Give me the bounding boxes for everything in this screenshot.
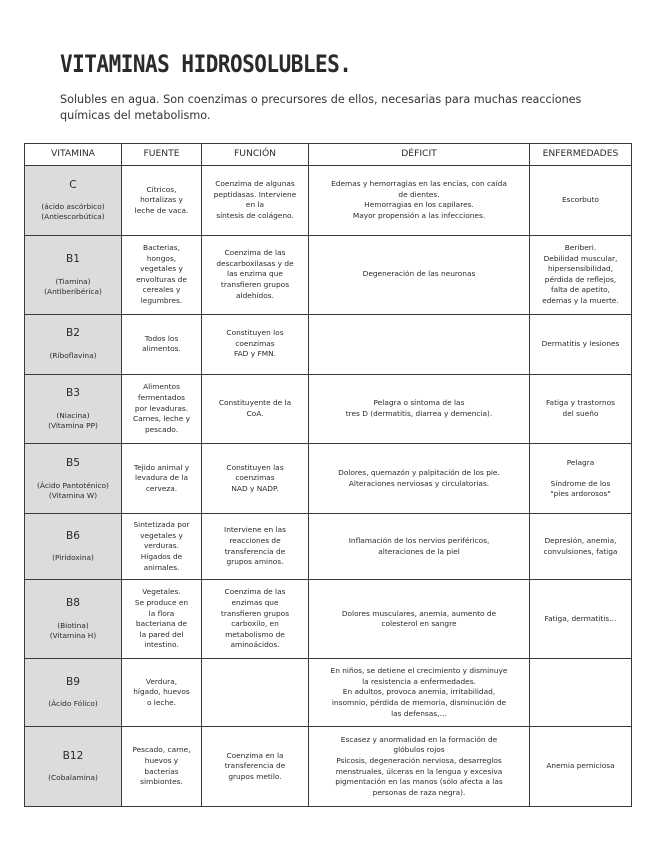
fuente-cell: Alimentos fermentados por levaduras. Carnes, leche y pescado. — [122, 374, 202, 444]
vitamin-alias: (Tiamina) (Antiberibérica) — [44, 276, 102, 296]
funcion-cell: Constituyen los coenzimas FAD y FMN. — [202, 314, 309, 374]
vitamin-name: B1 — [65, 252, 80, 265]
vitamin-cell — [25, 514, 122, 580]
enfermedades-cell: Pelagra Síndrome de los "pies ardorosos" — [530, 444, 632, 514]
header-deficit: DÉFICIT — [309, 144, 530, 166]
page-title: VITAMINAS HIDROSOLUBLES. — [60, 50, 352, 78]
vitamin-cell — [25, 727, 122, 807]
table-row — [25, 580, 632, 659]
vitamin-cell — [25, 235, 122, 314]
funcion-cell: Coenzima de las enzimas que transfieren grupos carboxilo, en metabolismo de aminoácidos. — [202, 580, 309, 659]
fuente-cell: Tejido animal y levadura de la cerveza. — [122, 444, 202, 514]
enfermedades-cell: Anemia perniciosa — [530, 727, 632, 807]
funcion-cell: Constituyente de la CoA. — [202, 374, 309, 444]
vitamin-name: B8 — [65, 597, 80, 610]
table-row — [25, 514, 632, 580]
vitamin-alias: (Piridoxina) — [52, 553, 94, 563]
deficit-cell: Dolores, quemazón y palpitación de los pie. Alteraciones nerviosas y circulatorias. — [309, 444, 530, 514]
vitamin-alias: (Ácido Pantoténico) (Vitamina W) — [37, 480, 109, 500]
vitamins-table — [24, 143, 632, 807]
enfermedades-cell: Beriberi. Debilidad muscular, hipersensibilidad, pérdida de reflejos, falta de apetito, edemas y la muerte. — [530, 235, 632, 314]
funcion-cell: Constituyen las coenzimas NAD y NADP. — [202, 444, 309, 514]
vitamin-cell — [25, 444, 122, 514]
vitamin-cell — [25, 314, 122, 374]
vitamin-cell — [25, 374, 122, 444]
vitamin-cell — [25, 580, 122, 659]
fuente-cell: Todos los alimentos. — [122, 314, 202, 374]
vitamin-alias: (Niacina) (Vitamina PP) — [48, 410, 98, 430]
enfermedades-cell — [530, 659, 632, 727]
vitamin-alias: (Ácido Fólico) — [48, 699, 98, 709]
enfermedades-cell: Depresión, anemia, convulsiones, fatiga — [530, 514, 632, 580]
deficit-cell: Edemas y hemorragias en las encías, con caída de dientes. Hemorragias en los capilares. Mayor propensión a las infecciones. — [309, 166, 530, 236]
fuente-cell: Vegetales. Se produce en la flora bacteriana de la pared del intestino. — [122, 580, 202, 659]
fuente-cell: Verdura, hígado, huevos o leche. — [122, 659, 202, 727]
deficit-cell: Escasez y anormalidad en la formación de glóbulos rojos Psicosis, degeneración nerviosa, desarreglos menstruales, úlceras en la lengua y excesiva pigmentación en las manos (sólo afecta a las personas de raza negra). — [309, 727, 530, 807]
vitamin-name: B12 — [62, 749, 84, 762]
table-row — [25, 166, 632, 236]
enfermedades-cell: Fatiga, dermatitis… — [530, 580, 632, 659]
vitamin-name: B3 — [65, 387, 80, 400]
enfermedades-cell: Fatiga y trastornos del sueño — [530, 374, 632, 444]
fuente-cell: Cítricos, hortalizas y leche de vaca. — [122, 166, 202, 236]
vitamin-name: B9 — [65, 675, 80, 688]
vitamin-alias: (Biotina) (Vitamina H) — [49, 620, 97, 640]
vitamin-name: B5 — [65, 456, 80, 469]
deficit-cell: Dolores musculares, anemia, aumento de colesterol en sangre — [309, 580, 530, 659]
table-row — [25, 444, 632, 514]
vitamin-alias: (Riboflavina) — [49, 350, 97, 360]
funcion-cell: Interviene en las reacciones de transferencia de grupos aminos. — [202, 514, 309, 580]
deficit-cell: En niños, se detiene el crecimiento y disminuye la resistencia a enfermedades. En adultos, provoca anemia, irritabilidad, insomnio, pérdida de memoria, disminución de las defensas,… — [309, 659, 530, 727]
deficit-cell: Pelagra o síntoma de las tres D (dermatitis, diarrea y demencia). — [309, 374, 530, 444]
fuente-cell: Sintetizada por vegetales y verduras. Hígados de animales. — [122, 514, 202, 580]
fuente-cell: Bacterias, hongos, vegetales y envolturas de cereales y legumbres. — [122, 235, 202, 314]
enfermedades-cell: Escorbuto — [530, 166, 632, 236]
header-funcion: FUNCIÓN — [202, 144, 309, 166]
funcion-cell: Coenzima de las descarboxilasas y de las enzima que transfieren grupos aldehídos. — [202, 235, 309, 314]
vitamin-name: B2 — [65, 327, 80, 340]
header-vitamina: VITAMINA — [25, 144, 122, 166]
funcion-cell — [202, 659, 309, 727]
table-header-row — [25, 144, 632, 166]
vitamin-cell — [25, 166, 122, 236]
header-enfermedades: ENFERMEDADES — [530, 144, 632, 166]
header-fuente: FUENTE — [122, 144, 202, 166]
fuente-cell: Pescado, carne, huevos y bacterias simbiontes. — [122, 727, 202, 807]
funcion-cell: Coenzima en la transferencia de grupos metilo. — [202, 727, 309, 807]
vitamin-name: C — [69, 178, 77, 191]
vitamin-cell — [25, 659, 122, 727]
intro-paragraph: Solubles en agua. Son coenzimas o precursores de ellos, necesarias para muchas reacciones químicas del metabolismo. — [60, 93, 582, 122]
enfermedades-cell: Dermatitis y lesiones — [530, 314, 632, 374]
table-row — [25, 727, 632, 807]
table-row — [25, 374, 632, 444]
deficit-cell: Inflamación de los nervios periféricos, alteraciones de la piel — [309, 514, 530, 580]
funcion-cell: Coenzima de algunas peptidasas. Interviene en la síntesis de colágeno. — [202, 166, 309, 236]
table-row — [25, 659, 632, 727]
table-row — [25, 314, 632, 374]
deficit-cell: Degeneración de las neuronas — [309, 235, 530, 314]
table-row — [25, 235, 632, 314]
vitamin-alias: (ácido ascórbico) (Antiescorbútica) — [41, 202, 105, 222]
vitamin-name: B6 — [65, 529, 80, 542]
vitamin-alias: (Cobalamina) — [48, 773, 98, 783]
deficit-cell — [309, 314, 530, 374]
